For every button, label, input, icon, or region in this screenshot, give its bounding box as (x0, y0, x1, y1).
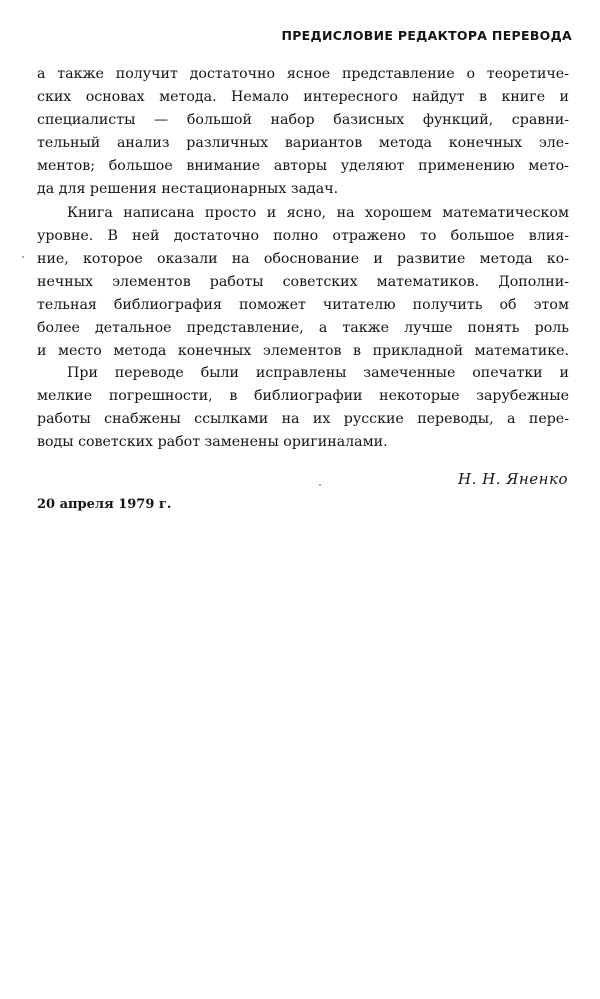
scan-speck (22, 256, 24, 258)
text-line: а также получит достаточно ясное представление о теоретиче- (37, 66, 569, 82)
text-line: воды советских работ заменены оригиналами. (37, 434, 388, 450)
text-line: нечных элементов работы советских математиков. Дополни- (37, 274, 569, 290)
signature: Н. Н. Яненко (458, 470, 568, 488)
paragraph-1 (37, 63, 569, 201)
text-line: ментов; большое внимание авторы уделяют применению мето- (37, 158, 569, 174)
text-line: ских основах метода. Немало интересного найдут в книге и (37, 89, 569, 105)
running-head: ПРЕДИСЛОВИЕ РЕДАКТОРА ПЕРЕВОДА (281, 28, 572, 43)
text-line: тельная библиография поможет читателю получить об этом (37, 297, 569, 313)
text-line: более детальное представление, а также лучше понять роль (37, 320, 569, 336)
paragraph-3 (37, 362, 569, 454)
text-line: тельный анализ различных вариантов метода конечных эле- (37, 135, 569, 151)
text-line: мелкие погрешности, в библиографии некоторые зарубежные (37, 388, 569, 404)
date-line: 20 апреля 1979 г. (37, 497, 172, 512)
text-line: работы снабжены ссылками на их русские переводы, а пере- (37, 411, 569, 427)
text-line: При переводе были исправлены замеченные опечатки и (67, 365, 569, 381)
text-line: и место метода конечных элементов в прикладной математике. (37, 343, 569, 359)
paragraph-2 (37, 202, 569, 363)
scan-speck (319, 484, 321, 486)
text-line: да для решения нестационарных задач. (37, 181, 339, 197)
text-line: уровне. В ней достаточно полно отражено то большое влия- (37, 228, 569, 244)
text-line: ние, которое оказали на обоснование и развитие метода ко- (37, 251, 569, 267)
text-line: специалисты — большой набор базисных функций, сравни- (37, 112, 569, 128)
text-line: Книга написана просто и ясно, на хорошем математическом (67, 205, 569, 221)
